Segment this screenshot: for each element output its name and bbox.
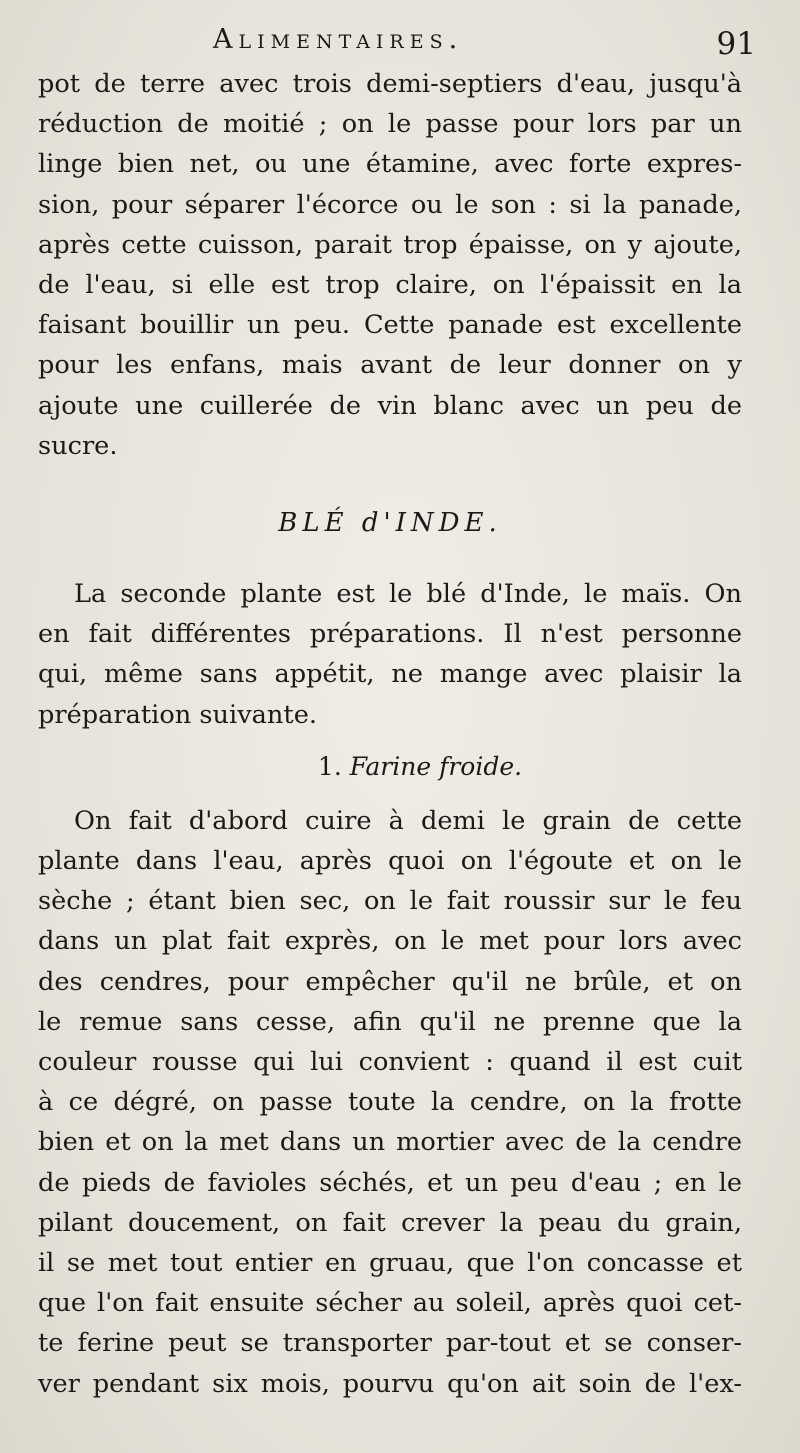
text-line: pilant doucement, on fait crever la peau du grain, <box>38 1207 742 1238</box>
text-line: dans un plat fait exprès, on le met pour lors avec <box>38 926 742 957</box>
text-line: plante dans l'eau, après quoi on l'égoute et on le <box>38 846 742 877</box>
text-line: On fait d'abord cuire à demi le grain de cette <box>74 805 742 836</box>
subsection-number: 1. <box>317 751 342 781</box>
text-line: ajoute une cuillerée de vin blanc avec un peu de <box>38 390 742 421</box>
text-line: sèche ; étant bien sec, on le fait roussir sur le feu <box>38 886 742 917</box>
text-line: des cendres, pour empêcher qu'il ne brûle, et on <box>38 966 742 997</box>
subsection-heading <box>38 747 772 787</box>
section-heading: BLÉ d'INDE. <box>278 508 502 539</box>
text-line: couleur rousse qui lui convient : quand il est cuit <box>38 1047 742 1078</box>
text-line: en fait différentes préparations. Il n'est personne <box>38 619 742 650</box>
text-line: bien et on la met dans un mortier avec de la cendre <box>38 1127 742 1158</box>
text-line: qui, même sans appétit, ne mange avec plaisir la <box>38 659 742 690</box>
text-line: sucre. <box>38 430 118 461</box>
text-line: sion, pour séparer l'écorce ou le son : si la panade, <box>38 189 742 220</box>
text-line: pour les enfans, mais avant de leur donner on y <box>38 350 742 381</box>
text-line: ver pendant six mois, pourvu qu'on ait soin de l'ex- <box>38 1368 742 1399</box>
text-line: réduction de moitié ; on le passe pour lors par un <box>38 109 742 140</box>
running-title: Alimentaires. <box>213 24 464 55</box>
text-line: que l'on fait ensuite sécher au soleil, après quoi cet- <box>38 1288 742 1319</box>
subsection-title: Farine froide. <box>349 751 523 781</box>
running-head <box>38 18 756 64</box>
text-line: de l'eau, si elle est trop claire, on l'épaissit en la <box>38 270 742 301</box>
paragraph-panade <box>38 64 742 466</box>
text-line: après cette cuisson, parait trop épaisse, on y ajoute, <box>38 229 742 260</box>
text-line: à ce dégré, on passe toute la cendre, on la frotte <box>38 1087 742 1118</box>
text-line: il se met tout entier en gruau, que l'on concasse et <box>38 1248 742 1279</box>
text-line: pot de terre avec trois demi-septiers d'eau, jusqu'à <box>38 69 742 99</box>
paragraph-ble-dinde <box>38 574 742 735</box>
text-line: La seconde plante est le blé d'Inde, le maïs. On <box>74 579 742 610</box>
page-number: 91 <box>716 26 756 62</box>
text-line: préparation suivante. <box>38 699 317 730</box>
paragraph-farine-froide <box>38 801 742 1404</box>
text-line: te ferine peut se transporter par-tout et se conser- <box>38 1328 742 1359</box>
text-line: faisant bouillir un peu. Cette panade est excellente <box>38 310 742 341</box>
text-line: le remue sans cesse, afin qu'il ne prenne que la <box>38 1006 742 1037</box>
text-line: de pieds de favioles séchés, et un peu d'eau ; en le <box>38 1167 742 1198</box>
text-line: linge bien net, ou une étamine, avec forte expres- <box>38 149 742 180</box>
